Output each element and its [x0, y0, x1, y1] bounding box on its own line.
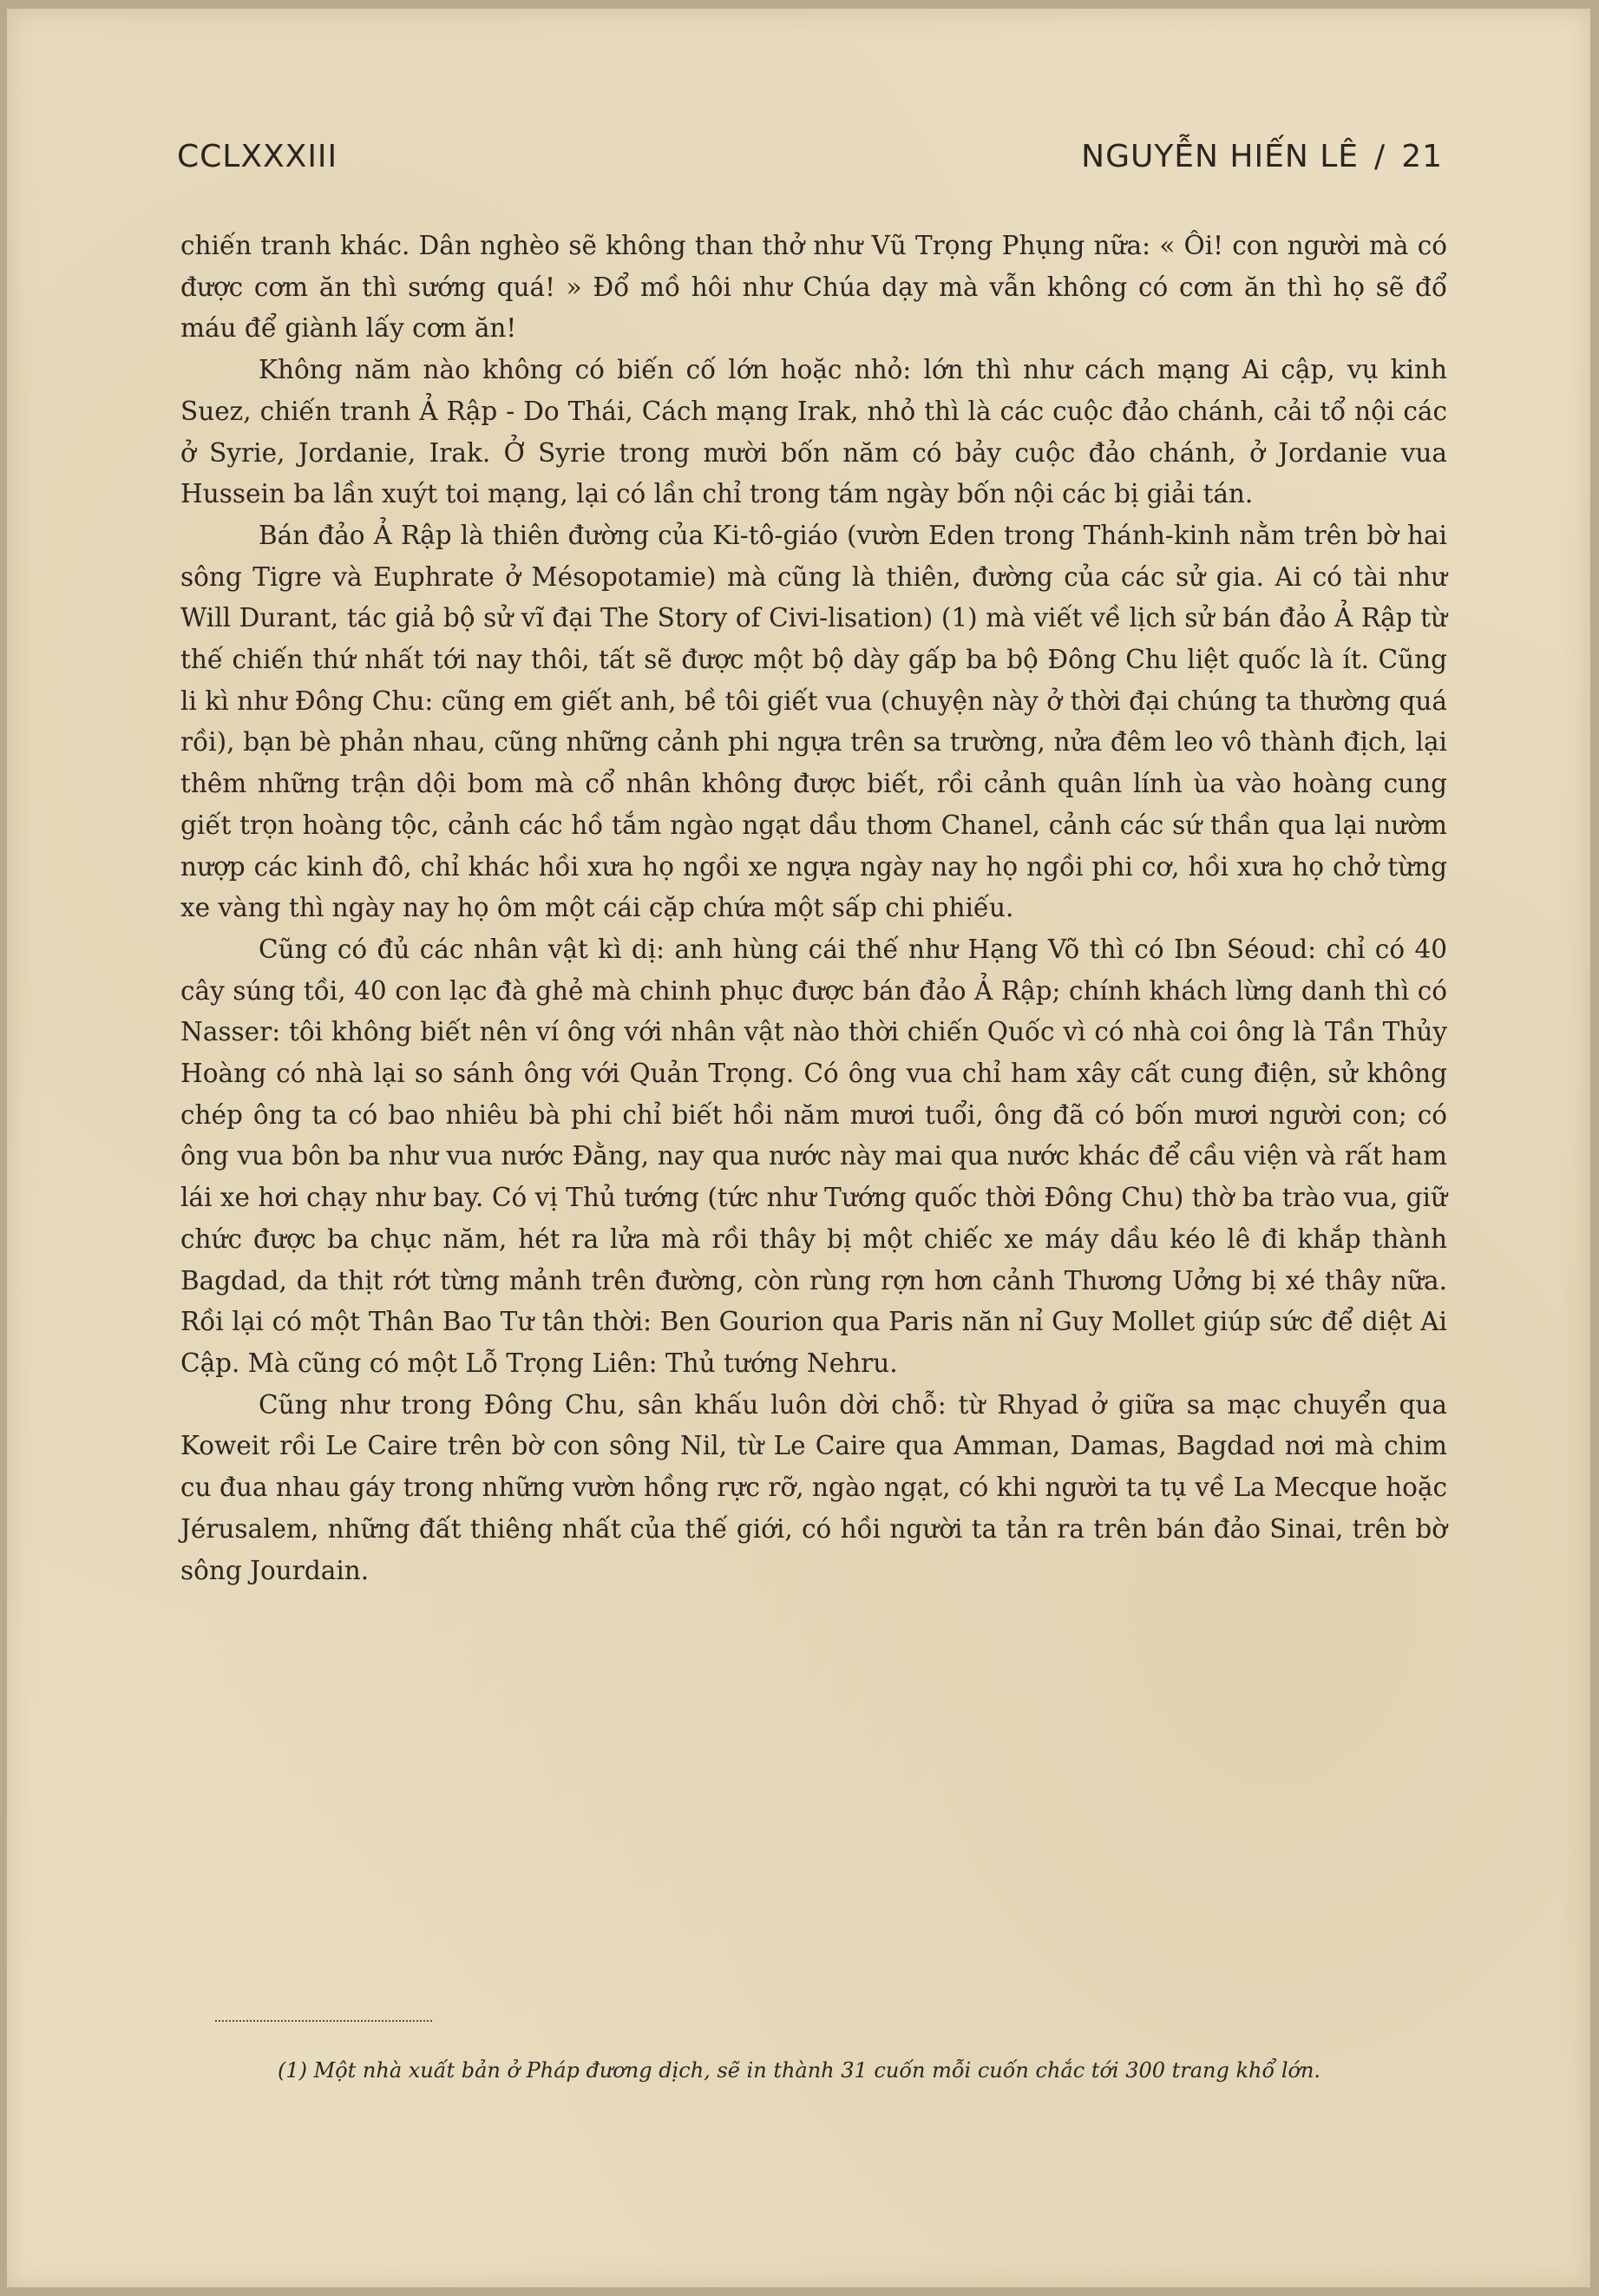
chapter-numeral: CCLXXXIII	[177, 139, 338, 174]
footnote: (1) Một nhà xuất bản ở Pháp đương dịch, sẽ in thành 31 cuốn mỗi cuốn chắc tới 300 trang khổ lớn.	[278, 2058, 1321, 2083]
paragraph-4: Cũng có đủ các nhân vật kì dị: anh hùng cái thế như Hạng Võ thì có Ibn Séoud: chỉ có 40 cây súng tồi, 40 con lạc đà ghẻ mà chinh phục được bán đảo Ả Rập; chính khách lừng danh thì có Nasser: tôi không biết nên ví ông với nhân vật nào thời chiến Quốc vì có nhà coi ông là Tần Thủy Hoàng có nhà lại so sánh ông với Quản Trọng. Có ông vua chỉ ham xây cất cung điện, sử không chép ông ta có bao nhiêu bà phi chỉ biết hồi năm mươi tuổi, ông đã có bốn mươi người con; có ông vua bôn ba như vua nước Đằng, nay qua nước này mai qua nước khác để cầu viện và rất ham lái xe hơi chạy như bay. Có vị Thủ tướng (tức như Tướng quốc thời Đông Chu) thờ ba trào vua, giữ chức được ba chục năm, hét ra lửa mà rồi thây bị một chiếc xe máy dầu kéo lê đi khắp thành Bagdad, da thịt rớt từng mảnh trên đường, còn rùng rợn hơn cảnh Thương Uởng bị xé thây nữa. Rồi lại có một Thân Bao Tư tân thời: Ben Gourion qua Paris năn nỉ Guy Mollet giúp sức để diệt Ai Cập. Mà cũng có một Lỗ Trọng Liên: Thủ tướng Nehru.	[180, 934, 1447, 1378]
page-number: 21	[1401, 139, 1443, 174]
paragraph-2: Không năm nào không có biến cố lớn hoặc nhỏ: lớn thì như cách mạng Ai cập, vụ kinh Suez, chiến tranh Ả Rập - Do Thái, Cách mạng Irak, nhỏ thì là các cuộc đảo chánh, cải tổ nội các ở Syrie, Jordanie, Irak. Ở Syrie trong mười bốn năm có bảy cuộc đảo chánh, ở Jordanie vua Hussein ba lần xuýt toi mạng, lại có lần chỉ trong tám ngày bốn nội các bị giải tán.	[180, 355, 1447, 509]
book-page	[7, 9, 1590, 2287]
header-separator: /	[1374, 139, 1386, 174]
paragraph-1: chiến tranh khác. Dân nghèo sẽ không than thở như Vũ Trọng Phụng nữa: « Ôi! con người mà có được cơm ăn thì sướng quá! » Đổ mồ hôi như Chúa dạy mà vẫn không có cơm ăn thì họ sẽ đổ máu để giành lấy cơm ăn!	[180, 231, 1447, 344]
footnote-divider	[215, 2020, 432, 2022]
paragraph-3: Bán đảo Ả Rập là thiên đường của Ki-tô-giáo (vườn Eden trong Thánh-kinh nằm trên bờ hai sông Tigre và Euphrate ở Mésopotamie) mà cũng là thiên, đường của các sử gia. Ai có tài như Will Durant, tác giả bộ sử vĩ đại The Story of Civi-lisation) (1) mà viết về lịch sử bán đảo Ả Rập từ thế chiến thứ nhất tới nay thôi, tất sẽ được một bộ dày gấp ba bộ Đông Chu liệt quốc là ít. Cũng li kì như Đông Chu: cũng em giết anh, bề tôi giết vua (chuyện này ở thời đại chúng ta thường quá rồi), bạn bè phản nhau, cũng những cảnh phi ngựa trên sa trường, nửa đêm leo vô thành địch, lại thêm những trận dội bom mà cổ nhân không được biết, rồi cảnh quân lính ùa vào hoàng cung giết trọn hoàng tộc, cảnh các hồ tắm ngào ngạt dầu thơm Chanel, cảnh các sứ thần qua lại nườm nượp các kinh đô, chỉ khác hồi xưa họ ngồi xe ngựa ngày nay họ ngồi phi cơ, hồi xưa họ chở từng xe vàng thì ngày nay họ ôm một cái cặp chứa một sấp chi phiếu.	[180, 520, 1447, 923]
paragraph-5: Cũng như trong Đông Chu, sân khấu luôn dời chỗ: từ Rhyad ở giữa sa mạc chuyển qua Koweit rồi Le Caire trên bờ con sông Nil, từ Le Caire qua Amman, Damas, Bagdad nơi mà chim cu đua nhau gáy trong những vườn hồng rực rỡ, ngào ngạt, có khi người ta tụ về La Mecque hoặc Jérusalem, những đất thiêng nhất của thế giới, có hồi người ta tản ra trên bán đảo Sinai, trên bờ sông Jourdain.	[180, 1389, 1447, 1585]
header-right	[1081, 139, 1443, 174]
running-header	[177, 139, 1443, 191]
author-name: NGUYỄN HIẾN LÊ	[1081, 139, 1360, 174]
body-text	[180, 226, 1447, 1591]
